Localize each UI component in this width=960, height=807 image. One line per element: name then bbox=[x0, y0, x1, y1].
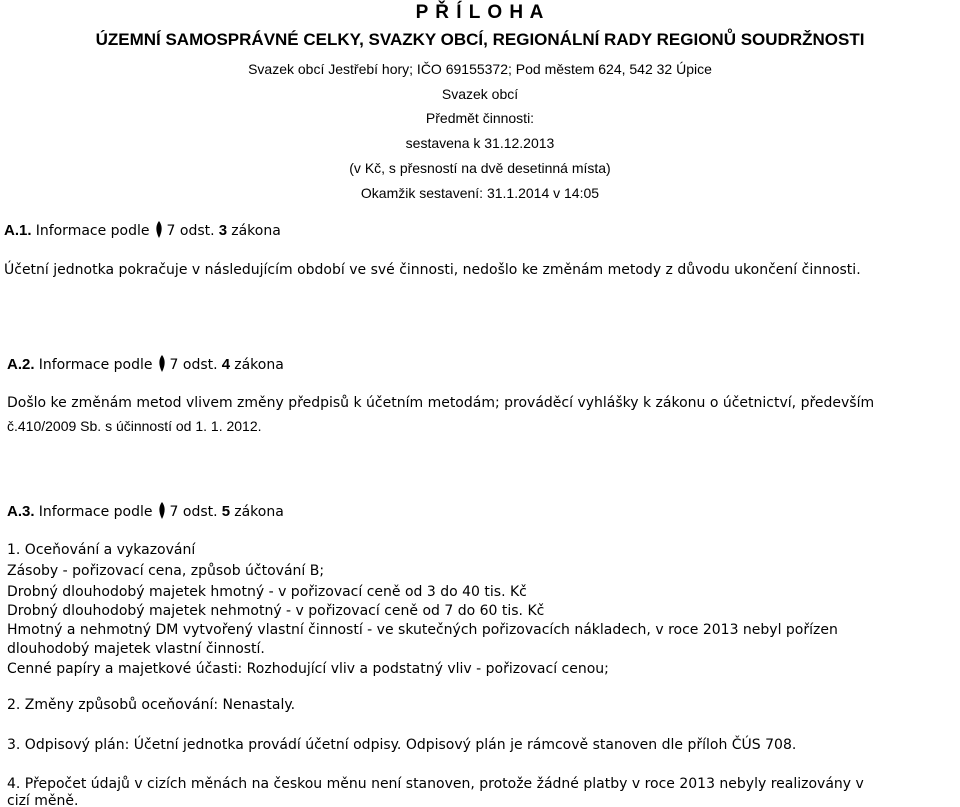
section-a3-text-line: Drobný dlouhodobý majetek nehmotný - v pořizovací ceně od 7 do 60 tis. Kč bbox=[7, 603, 545, 619]
section-a3-text-line: 4. Přepočet údajů v cizích měnách na českou měnu není stanoven, protože žádné platby v roce 2013 nebyly realizovány v bbox=[7, 776, 864, 792]
section-paragraph-ref: 7 odst. bbox=[166, 223, 215, 239]
section-a1-text: Účetní jednotka pokračuje v následujícím období ve své činnosti, nedošlo ke změnám metody z důvodu ukončení činnosti. bbox=[4, 262, 861, 278]
section-law: zákona bbox=[234, 357, 284, 373]
compiled-timestamp: Okamžik sestavení: 31.1.2014 v 14:05 bbox=[360, 185, 600, 201]
section-number: A.2. bbox=[7, 356, 35, 373]
section-paragraph-ref: 7 odst. bbox=[169, 504, 218, 520]
section-law: zákona bbox=[231, 223, 281, 239]
paragraph-section-icon bbox=[154, 221, 164, 238]
section-law: zákona bbox=[234, 504, 284, 520]
section-a3-text-line: 3. Odpisový plán: Účetní jednotka provádí účetní odpisy. Odpisový plán je rámcově stanoven dle příloh ČÚS 708. bbox=[7, 737, 797, 753]
section-label: Informace podle bbox=[38, 504, 153, 520]
section-a1-heading bbox=[4, 221, 281, 239]
section-a2-text-line: č.410/2009 Sb. s účinností od 1. 1. 2012. bbox=[7, 418, 262, 434]
section-number: A.1. bbox=[4, 222, 32, 239]
section-a3-text-line: 2. Změny způsobů oceňování: Nenastaly. bbox=[7, 697, 296, 713]
activity-label: Předmět činnosti: bbox=[425, 110, 535, 126]
section-a3-text-line: 1. Oceňování a vykazování bbox=[7, 542, 196, 558]
section-a3-text-line: Cenné papíry a majetkové účasti: Rozhodující vliv a podstatný vliv - pořizovací cenou; bbox=[7, 661, 609, 677]
section-a3-text-line: Drobný dlouhodobý majetek hmotný - v pořizovací ceně od 3 do 40 tis. Kč bbox=[7, 584, 527, 600]
compiled-as-of: sestavena k 31.12.2013 bbox=[405, 135, 555, 151]
section-a2-text-line: Došlo ke změnám metod vlivem změny předpisů k účetním metodám; prováděcí vyhlášky k zákonu o účetnictví, především bbox=[7, 395, 875, 411]
entity-identification: Svazek obcí Jestřebí hory; IČO 69155372; Pod městem 624, 542 32 Úpice bbox=[248, 61, 712, 77]
entity-type: Svazek obcí bbox=[441, 86, 519, 102]
section-label: Informace podle bbox=[35, 223, 150, 239]
section-number: A.3. bbox=[7, 503, 35, 520]
section-a3-text-line: Zásoby - pořizovací cena, způsob účtování B; bbox=[7, 563, 325, 579]
document-title: P Ř Í L O H A bbox=[415, 2, 545, 23]
section-a3-text-line: dlouhodobý majetek vlastní činností. bbox=[7, 641, 265, 657]
section-a2-heading bbox=[7, 355, 284, 373]
section-clause: 3 bbox=[218, 222, 228, 239]
section-a3-heading bbox=[7, 502, 284, 520]
paragraph-section-icon bbox=[157, 502, 167, 519]
section-paragraph-ref: 7 odst. bbox=[169, 357, 218, 373]
section-clause: 4 bbox=[221, 356, 231, 373]
section-label: Informace podle bbox=[38, 357, 153, 373]
paragraph-section-icon bbox=[157, 355, 167, 372]
units-note: (v Kč, s přesností na dvě desetinná místa) bbox=[349, 160, 611, 176]
section-a3-text-line: cizí měně. bbox=[7, 793, 79, 807]
section-clause: 5 bbox=[221, 503, 231, 520]
section-a3-text-line: Hmotný a nehmotný DM vytvořený vlastní činností - ve skutečných pořizovacích nákladech, v roce 2013 nebyl pořízen bbox=[7, 622, 838, 638]
organization-type-heading: ÚZEMNÍ SAMOSPRÁVNÉ CELKY, SVAZKY OBCÍ, REGIONÁLNÍ RADY REGIONŮ SOUDRŽNOSTI bbox=[95, 30, 865, 49]
